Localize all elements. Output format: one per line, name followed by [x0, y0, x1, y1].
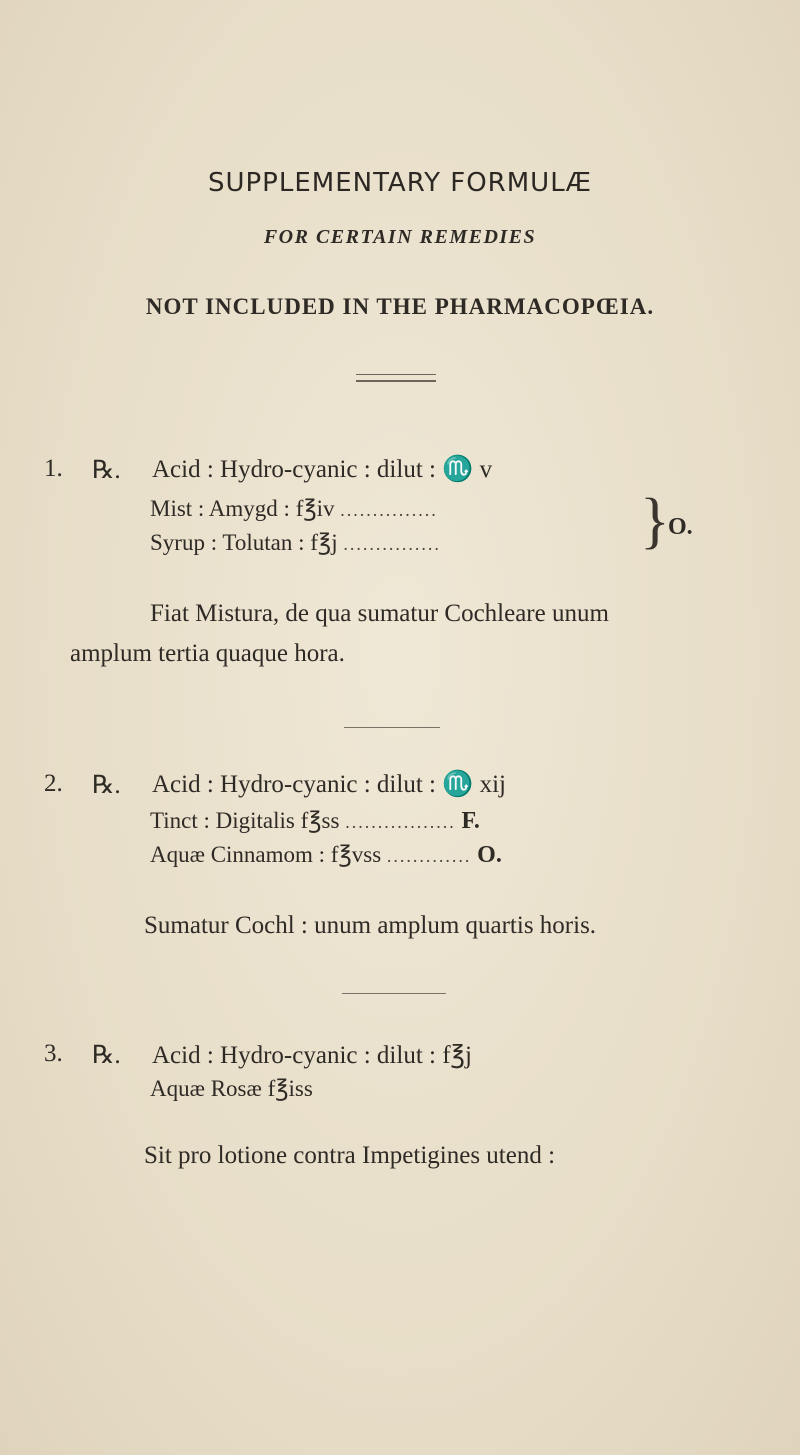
- leader-dots: .............: [386, 846, 472, 866]
- section-divider: [342, 993, 446, 994]
- directions-text: Sit pro lotione contra Impetigines utend :: [144, 1142, 556, 1169]
- leader-dots: .................: [345, 812, 456, 832]
- page-subtitle: FOR CERTAIN REMEDIES: [263, 226, 537, 248]
- ingredient-line: [150, 530, 441, 556]
- title-divider: [356, 374, 436, 382]
- recipe-symbol: ℞.: [92, 772, 121, 799]
- formula-main-ingredient: Acid : Hydro-cyanic : dilut : ♏ xij: [152, 771, 506, 798]
- formula-number: 1.: [44, 455, 63, 482]
- ingredient-quantity: F.: [461, 808, 480, 834]
- formula-number: 2.: [44, 770, 63, 797]
- section-divider: [344, 727, 440, 728]
- ingredient-line: [150, 1076, 313, 1102]
- recipe-symbol: ℞.: [92, 457, 121, 484]
- formula-main-ingredient: Acid : Hydro-cyanic : dilut : f℥j: [152, 1042, 472, 1069]
- directions-text: Fiat Mistura, de qua sumatur Cochleare unum: [150, 600, 609, 627]
- ingredient-line: [150, 496, 438, 522]
- ingredient-name: Syrup : Tolutan : f℥j: [150, 530, 338, 555]
- page-title: SUPPLEMENTARY FORMULÆ: [207, 168, 593, 198]
- leader-dots: ...............: [340, 500, 438, 520]
- ingredient-line: [150, 808, 480, 835]
- directions-text: Sumatur Cochl : unum amplum quartis horis.: [144, 912, 597, 939]
- ingredient-name: Mist : Amygd : f℥iv: [150, 496, 335, 521]
- formula-main-ingredient: Acid : Hydro-cyanic : dilut : ♏ v: [152, 456, 493, 483]
- page-subtitle-2: NOT INCLUDED IN THE PHARMACOPŒIA.: [145, 294, 655, 319]
- combined-quantity: O.: [668, 514, 693, 540]
- ingredient-quantity: O.: [477, 842, 502, 868]
- ingredient-name: Aquæ Rosæ f℥iss: [150, 1076, 313, 1101]
- brace-icon: }: [640, 487, 670, 555]
- recipe-symbol: ℞.: [92, 1042, 121, 1069]
- directions-text: amplum tertia quaque hora.: [70, 640, 345, 667]
- ingredient-name: Tinct : Digitalis f℥ss: [150, 808, 340, 833]
- formula-number: 3.: [44, 1040, 63, 1067]
- ingredient-line: [150, 842, 502, 869]
- leader-dots: ...............: [343, 534, 441, 554]
- ingredient-name: Aquæ Cinnamom : f℥vss: [150, 842, 382, 867]
